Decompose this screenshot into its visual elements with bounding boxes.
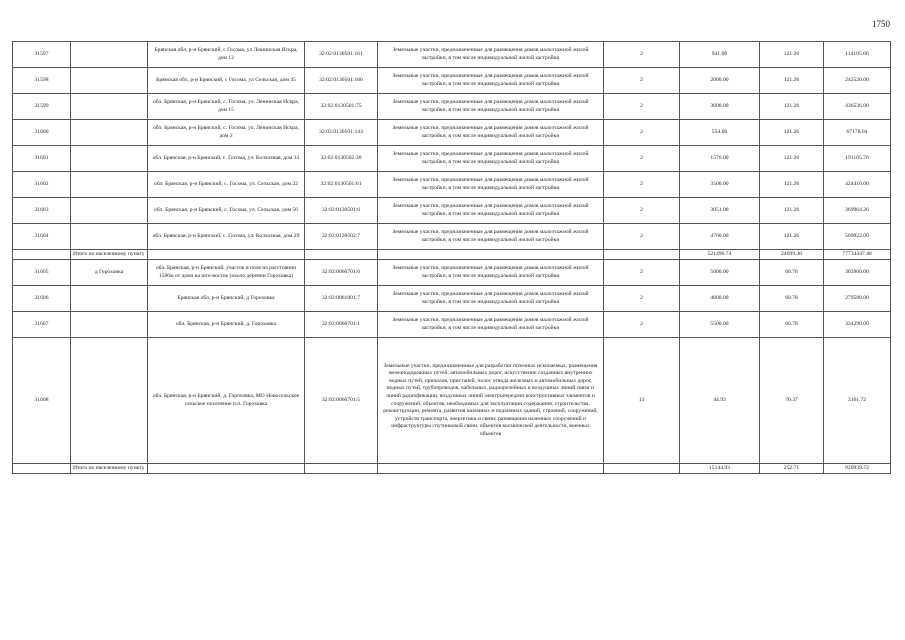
cadastral-value: 369964.26 [824,198,891,224]
locality [71,172,148,198]
table-row [13,198,891,224]
land-category: Земельные участки, предназначенные для размещения домов малоэтажной жилой застройки, в том числе индивидуальной жилой застройки [378,42,604,68]
locality [71,94,148,120]
area: 3600.00 [680,94,760,120]
group-number: 2 [604,68,680,94]
total-label: Итого по населенному пункту [71,464,148,474]
locality [71,146,148,172]
cadastral-value: 334290.00 [824,312,891,338]
land-category: Земельные участки, предназначенные для размещения домов малоэтажной жилой застройки, в том числе индивидуальной жилой застройки [378,172,604,198]
row-number: 31606 [13,286,71,312]
land-category: Земельные участки, предназначенные для размещения домов малоэтажной жилой застройки, в том числе индивидуальной жилой застройки [378,146,604,172]
locality [71,224,148,250]
cadastral-number: 32:02:0061001:7 [305,286,378,312]
area: 3051.00 [680,198,760,224]
area: 4600.00 [680,286,760,312]
table-row [13,120,891,146]
empty-cell [13,250,71,260]
land-category: Земельные участки, предназначенные для размещения домов малоэтажной жилой застройки, в том числе индивидуальной жилой застройки [378,198,604,224]
land-category: Земельные участки, предназначенные для размещения домов малоэтажной жилой застройки, в том числе индивидуальной жилой застройки [378,286,604,312]
address: обл. Брянская, р-н Брянский, с. Госома, ул. Колхозная, дом 33 [148,146,305,172]
cadastral-value: 67178.04 [824,120,891,146]
total-value: 77734447.40 [824,250,891,260]
cadastral-value: 242520.00 [824,68,891,94]
table-row [13,146,891,172]
specific-value: 121.26 [760,120,824,146]
cadastral-number: 32:02:0060701:5 [305,338,378,464]
land-category: Земельные участки, предназначенные для размещения домов малоэтажной жилой застройки, в том числе индивидуальной жилой застройки [378,120,604,146]
empty-cell [305,464,378,474]
empty-cell [13,464,71,474]
specific-value: 60.78 [760,312,824,338]
group-number: 2 [604,172,680,198]
cadastral-value: 3161.72 [824,338,891,464]
page-number: 1750 [872,19,890,29]
locality [71,68,148,94]
address: обл. Брянская, р-н Брянский, участок в поле на расстоянии 1500м от дома на юго-восток (около деревни Гороховка) [148,260,305,286]
specific-value: 60.78 [760,260,824,286]
area: 554.00 [680,120,760,146]
table-row [13,42,891,68]
group-number: 2 [604,224,680,250]
group-number: 2 [604,286,680,312]
address: обл. Брянская, р-н Брянский, с. Госома, ул. Ленинская Искра, дом 2 [148,120,305,146]
cadastral-number: 32:02:0060701:1 [305,312,378,338]
table-row [13,338,891,464]
empty-cell [305,250,378,260]
cadastral-number: 32:02:0130501:75 [305,94,378,120]
table-row [13,94,891,120]
group-number: 2 [604,94,680,120]
row-number: 31599 [13,94,71,120]
group-number: 2 [604,260,680,286]
empty-cell [148,250,305,260]
total-ucs: 252.71 [760,464,824,474]
table-row [13,286,891,312]
cadastral-number: 32:02:0130501:143 [305,120,378,146]
specific-value: 60.78 [760,286,824,312]
row-number: 31602 [13,172,71,198]
address: обл. Брянская, р-н Брянский, с. Госома, ул. Сельская, дом 56 [148,198,305,224]
cadastral-number: 32:02:0130502:30 [305,146,378,172]
locality: д Гороховка [71,260,148,286]
table-row [13,224,891,250]
address: обл. Брянская, р-н Брянский, с. Госома, ул. Сельская, дом 22 [148,172,305,198]
group-number: 2 [604,120,680,146]
specific-value: 121.26 [760,224,824,250]
cadastral-number: 32:02:0130501:6 [305,198,378,224]
cadastral-number: 32:02:0060701:6 [305,260,378,286]
table-body [13,42,891,474]
empty-cell [148,464,305,474]
empty-cell [378,250,604,260]
group-number: 13 [604,338,680,464]
empty-cell [604,250,680,260]
cadastral-number: 32:02:0130501:161 [305,42,378,68]
land-category: Земельные участки, предназначенные для разработки полезных ископаемых, размещения железнодорожных путей, автомобильных дорог, искусственно созданных внутренних водных путей, причалов, пристаней, полос отвода железных и автомобильных дорог, водных путей, трубопроводов, кабельных, радиорелейных и воздушных линий связи и линий радиофикации, воздушных линий электропередачи конструктивных элементов и сооружений, объектов, необходимых для эксплуатации,содержания, строительства, реконструкции, ремонта, развития наземных и подземных зданий, строений, сооружений, устройств транспорта, энергетики и связи; размещения наземных сооружений и инфраструктуры спутниковой связи, объектов космической деятельности, военных объектов [378,338,604,464]
address: Брянская обл, р-н Брянский, с Госома, ул Сельская, дом 45 [148,68,305,94]
table-row [13,172,891,198]
cadastral-value: 569922.00 [824,224,891,250]
cadastral-value: 114105.66 [824,42,891,68]
specific-value: 121.26 [760,172,824,198]
cadastral-value: 424410.00 [824,172,891,198]
cadastral-number: 32:02:0130501:166 [305,68,378,94]
cadastral-value: 303900.00 [824,260,891,286]
area: 1576.00 [680,146,760,172]
land-registry-table [12,41,891,474]
cadastral-value: 436536.00 [824,94,891,120]
row-number: 31597 [13,42,71,68]
land-category: Земельные участки, предназначенные для размещения домов малоэтажной жилой застройки, в том числе индивидуальной жилой застройки [378,94,604,120]
total-row [13,464,891,474]
empty-cell [604,464,680,474]
total-value: 920939.72 [824,464,891,474]
locality [71,198,148,224]
land-category: Земельные участки, предназначенные для размещения домов малоэтажной жилой застройки, в том числе индивидуальной жилой застройки [378,312,604,338]
total-row [13,250,891,260]
total-area: 521496.74 [680,250,760,260]
locality [71,120,148,146]
area: 4700.00 [680,224,760,250]
area: 941.00 [680,42,760,68]
area: 44.93 [680,338,760,464]
specific-value: 121.26 [760,198,824,224]
cadastral-value: 279588.00 [824,286,891,312]
address: Брянская обл, р-н Брянский, с Госома, ул Лешинская Искра, дом 12 [148,42,305,68]
row-number: 31598 [13,68,71,94]
address: обл. Брянская, р-н Брянский, с. Госома, ул. Колхозная, дом 29 [148,224,305,250]
locality [71,338,148,464]
area: 3500.00 [680,172,760,198]
empty-cell [378,464,604,474]
cadastral-number: 32:02:0130502:7 [305,224,378,250]
row-number: 31603 [13,198,71,224]
table-row [13,68,891,94]
specific-value: 121.26 [760,94,824,120]
table-row [13,260,891,286]
cadastral-value: 191105.76 [824,146,891,172]
total-label: Итого по населенному пункту [71,250,148,260]
cadastral-number: 32:02:0130501:61 [305,172,378,198]
row-number: 31601 [13,146,71,172]
table-row [13,312,891,338]
locality [71,286,148,312]
group-number: 2 [604,312,680,338]
group-number: 2 [604,198,680,224]
specific-value: 70.37 [760,338,824,464]
land-category: Земельные участки, предназначенные для размещения домов малоэтажной жилой застройки, в том числе индивидуальной жилой застройки [378,260,604,286]
address: обл. Брянская, р-н Брянский, с. Госома, ул. Ленинская Искра, дом 15 [148,94,305,120]
group-number: 2 [604,42,680,68]
row-number: 31607 [13,312,71,338]
row-number: 31605 [13,260,71,286]
total-area: 15144.93 [680,464,760,474]
row-number: 31608 [13,338,71,464]
area: 5000.00 [680,260,760,286]
total-ucs: 24699.30 [760,250,824,260]
land-category: Земельные участки, предназначенные для размещения домов малоэтажной жилой застройки, в том числе индивидуальной жилой застройки [378,68,604,94]
land-category: Земельные участки, предназначенные для размещения домов малоэтажной жилой застройки, в том числе индивидуальной жилой застройки [378,224,604,250]
specific-value: 121.26 [760,146,824,172]
group-number: 2 [604,146,680,172]
area: 2000.00 [680,68,760,94]
area: 5500.00 [680,312,760,338]
row-number: 31604 [13,224,71,250]
address: Брянская обл, р-н Брянский, д Гороховка [148,286,305,312]
address: обл. Брянская, р-н Брянский, д. Гороховка [148,312,305,338]
locality [71,312,148,338]
specific-value: 121.26 [760,42,824,68]
row-number: 31600 [13,120,71,146]
address: обл. Брянская, р-н Брянский, д. Гороховка, МО Новосельское сельское поселение н.п. Гороховка [148,338,305,464]
specific-value: 121.26 [760,68,824,94]
locality [71,42,148,68]
